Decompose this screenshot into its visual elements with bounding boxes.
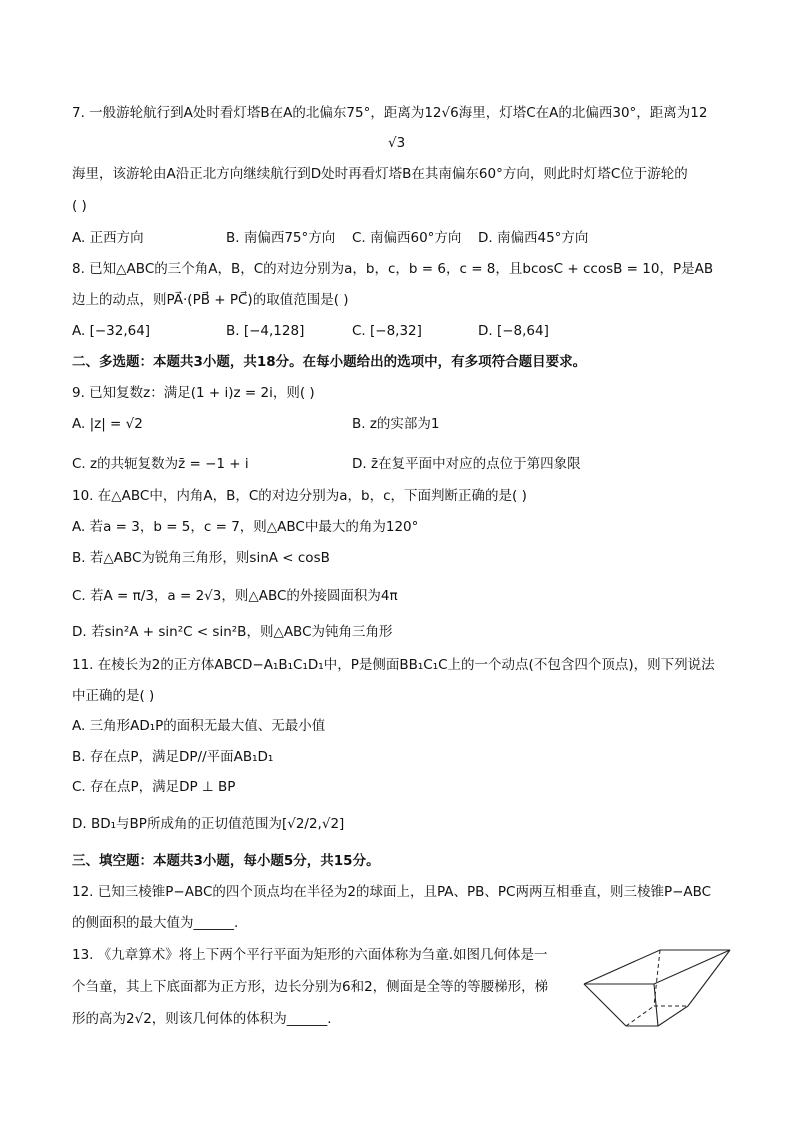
q13-stem-line-1: 13. 《九章算术》将上下两个平行平面为矩形的六面体称为刍童.如图几何体是一 [72, 947, 548, 963]
q9-option-b: B. z的实部为1 [352, 416, 440, 432]
q8-option-d: D. [−8,64] [478, 323, 549, 339]
q7-option-a: A. 正西方向 [72, 230, 144, 246]
q7-stem-sqrt3: √3 [388, 135, 406, 151]
q10-option-c: C. 若A = π/3，a = 2√3，则△ABC的外接圆面积为4π [72, 588, 398, 604]
q11-option-d: D. BD₁与BP所成角的正切值范围为[√2/2,√2] [72, 816, 345, 832]
q10-option-a: A. 若a = 3，b = 5，c = 7，则△ABC中最大的角为120° [72, 519, 419, 535]
q13-stem-line-2: 个刍童，其上下底面都为正方形，边长分别为6和2，侧面是全等的等腰梯形，梯 [72, 979, 549, 995]
q11-stem-line-2: 中正确的是( ) [72, 688, 155, 704]
q10-stem: 10. 在△ABC中，内角A，B，C的对边分别为a，b，c，下面判断正确的是( ) [72, 488, 527, 504]
q13-stem-line-3: 形的高为2√2，则该几何体的体积为______. [72, 1011, 332, 1027]
section-2-heading: 二、多选题：本题共3小题，共18分。在每小题给出的选项中，有多项符合题目要求。 [72, 354, 587, 370]
section-3-heading: 三、填空题：本题共3小题，每小题5分，共15分。 [72, 853, 380, 869]
chutong-figure [582, 946, 732, 1036]
q9-option-a: A. |z| = √2 [72, 416, 143, 432]
q8-option-a: A. [−32,64] [72, 323, 151, 339]
q9-option-c: C. z的共轭复数为z̄ = −1 + i [72, 456, 249, 472]
q11-option-a: A. 三角形AD₁P的面积无最大值、无最小值 [72, 718, 326, 734]
q7-answer-paren: ( ) [72, 198, 87, 214]
q8-option-b: B. [−4,128] [226, 323, 305, 339]
q10-option-d: D. 若sin²A + sin²C < sin²B，则△ABC为钝角三角形 [72, 624, 393, 640]
q8-option-c: C. [−8,32] [352, 323, 422, 339]
q8-stem-line-1: 8. 已知△ABC的三个角A，B，C的对边分别为a，b，c，b = 6，c = 8，且bcosC + ccosB = 10，P是AB [72, 261, 714, 277]
q7-stem-line-1: 7. 一般游轮航行到A处时看灯塔B在A的北偏东75°，距离为12√6海里，灯塔C在A的北偏西30°，距离为12 [72, 105, 708, 121]
q7-stem-line-3: 海里，该游轮由A沿正北方向继续航行到D处时再看灯塔B在其南偏东60°方向，则此时灯塔C位于游轮的 [72, 166, 688, 182]
q12-stem-line-2: 的侧面积的最大值为______. [72, 915, 239, 931]
q9-option-d: D. z̄在复平面中对应的点位于第四象限 [352, 456, 581, 472]
q7-option-b: B. 南偏西75°方向 [226, 230, 336, 246]
q7-option-c: C. 南偏西60°方向 [352, 230, 462, 246]
q11-stem-line-1: 11. 在棱长为2的正方体ABCD−A₁B₁C₁D₁中，P是侧面BB₁C₁C上的一个动点(不包含四个顶点)，则下列说法 [72, 657, 715, 673]
q8-stem-line-2: 边上的动点，则PA⃗·(PB⃗ + PC⃗)的取值范围是( ) [72, 292, 349, 308]
q10-option-b: B. 若△ABC为锐角三角形，则sinA < cosB [72, 550, 330, 566]
q7-option-d: D. 南偏西45°方向 [478, 230, 589, 246]
q11-option-b: B. 存在点P，满足DP//平面AB₁D₁ [72, 749, 274, 765]
q11-option-c: C. 存在点P，满足DP ⊥ BP [72, 779, 236, 795]
q12-stem-line-1: 12. 已知三棱锥P−ABC的四个顶点均在半径为2的球面上，且PA、PB、PC两两互相垂直，则三棱锥P−ABC [72, 884, 712, 900]
q9-stem: 9. 已知复数z：满足(1 + i)z = 2i，则( ) [72, 385, 315, 401]
